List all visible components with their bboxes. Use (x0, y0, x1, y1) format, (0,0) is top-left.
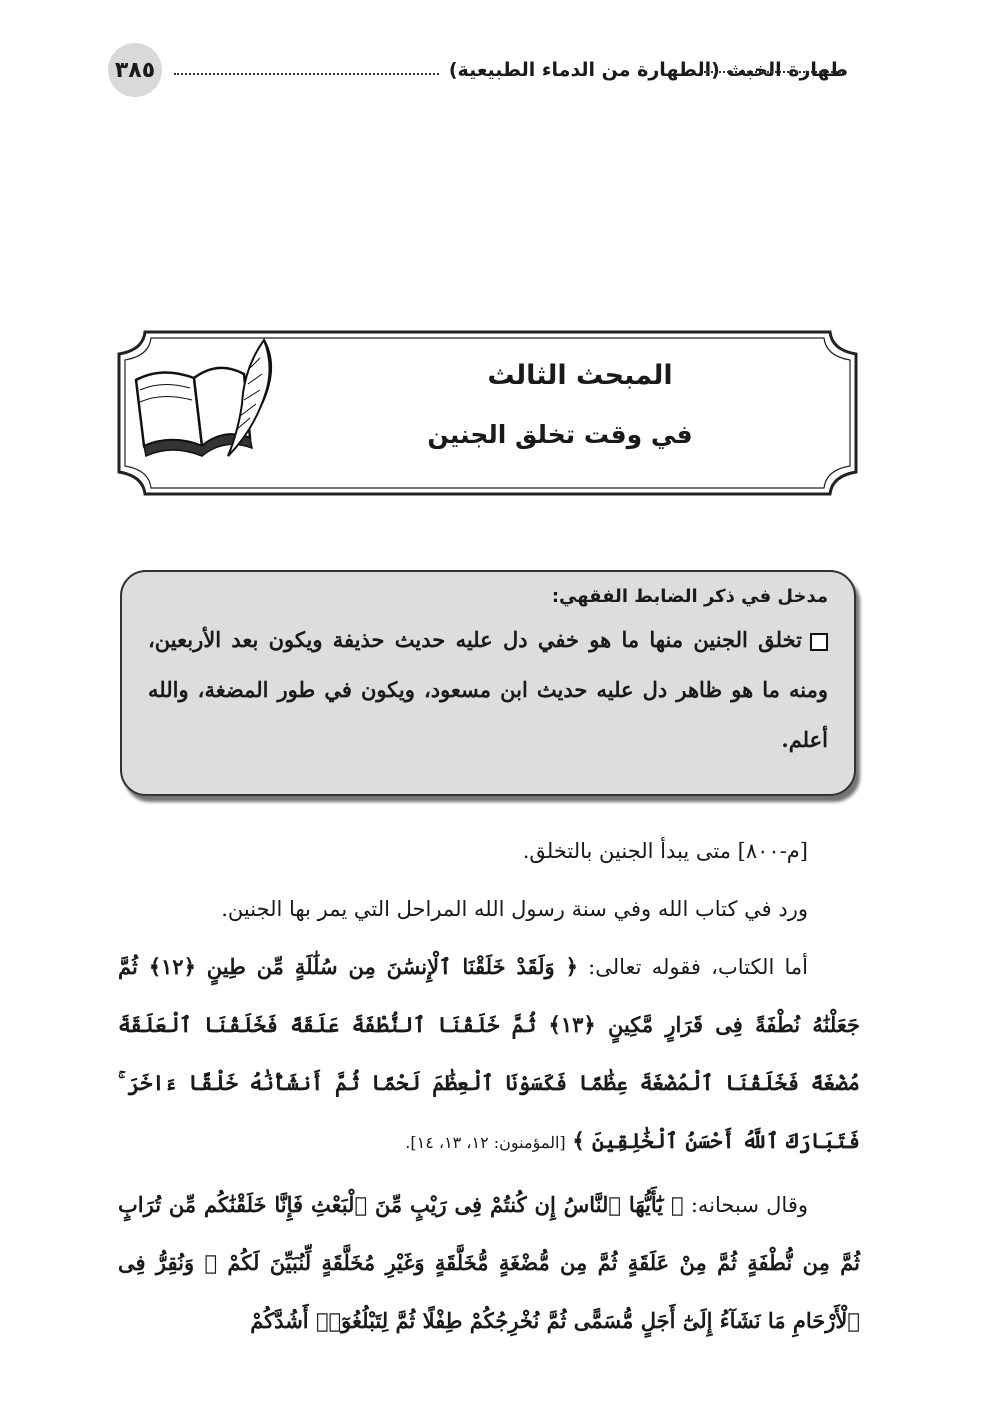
header-leader-dots-right (704, 71, 844, 73)
header-leader-dots (174, 73, 439, 75)
verse-citation-1: [المؤمنون: ١٢، ١٣، ١٤]. (405, 1133, 566, 1152)
paragraph-quran-2 (118, 1176, 860, 1350)
rule-box-paragraph (148, 615, 828, 765)
rule-box-text: تخلق الجنين منها ما هو خفي دل عليه حديث حذيفة ويكون بعد الأربعين، ومنه ما هو ظاهر دل عليه حديث ابن مسعود، ويكون في طور المضغة، والله أعلم. (148, 627, 828, 752)
paragraph-question: [م-٨٠٠] متى يبدأ الجنين بالتخلق. (522, 839, 808, 863)
section-heading: المبحث الثالث (487, 360, 673, 391)
fiqh-rule-box (120, 570, 856, 796)
rule-box-heading: مدخل في ذكر الضابط الفقهي: (551, 586, 828, 607)
page-number: ٣٨٥ (108, 43, 162, 97)
checkbox-icon (810, 633, 828, 651)
running-header (108, 40, 848, 100)
section-subheading: في وقت تخلق الجنين (427, 420, 693, 449)
paragraph-quran-1 (118, 938, 860, 1172)
header-title: طهارة الخبث (الطهارة من الدماء الطبيعية) (448, 59, 848, 81)
paragraph-intro: ورد في كتاب الله وفي سنة رسول الله المراحل التي يمر بها الجنين. (221, 897, 808, 921)
p3-intro: أما الكتاب، فقوله تعالى: (588, 955, 809, 979)
quran-verse-2: ﴿ يَٰٓأَيُّهَا ٱلنَّاسُ إِن كُنتُمْ فِى رَيْبٍ مِّنَ ٱلْبَعْثِ فَإِنَّا خَلَقْنَٰكُم مِّن تُرَابٍ ثُمَّ مِن نُّطْفَةٍ ثُمَّ مِنْ عَلَقَةٍ ثُمَّ مِن مُّضْغَةٍ مُّخَلَّقَةٍ وَغَيْرِ مُخَلَّقَةٍ لِّنُبَيِّنَ لَكُمْ ۚ وَنُقِرُّ فِى ٱلْأَرْحَامِ مَا نَشَآءُ إِلَىٰٓ أَجَلٍ مُّسَمًّى ثُمَّ نُخْرِجُكُمْ طِفْلًا ثُمَّ لِتَبْلُغُوٓا۟ أَشُدَّكُمْ (118, 1192, 860, 1333)
p4-intro: وقال سبحانه: (690, 1193, 808, 1217)
quran-verse-1: ﴿ وَلَقَدْ خَلَقْنَا ٱلْإِنسَٰنَ مِن سُلَٰلَةٍ مِّن طِينٍ ﴿١٢﴾ ثُمَّ جَعَلْنَٰهُ نُطْفَةً فِى قَرَارٍ مَّكِينٍ ﴿١٣﴾ ثُمَّ خَلَقْنَا ٱلنُّطْفَةَ عَلَقَةً فَخَلَقْنَا ٱلْعَلَقَةَ مُضْغَةً فَخَلَقْنَا ٱلْمُضْغَةَ عِظَٰمًا فَكَسَوْنَا ٱلْعِظَٰمَ لَحْمًا ثُمَّ أَنشَأْنَٰهُ خَلْقًا ءَاخَرَ ۚ فَتَبَارَكَ ٱللَّهُ أَحْسَنُ ٱلْخَٰلِقِينَ ﴾ (118, 954, 860, 1153)
body-text (118, 822, 860, 1350)
